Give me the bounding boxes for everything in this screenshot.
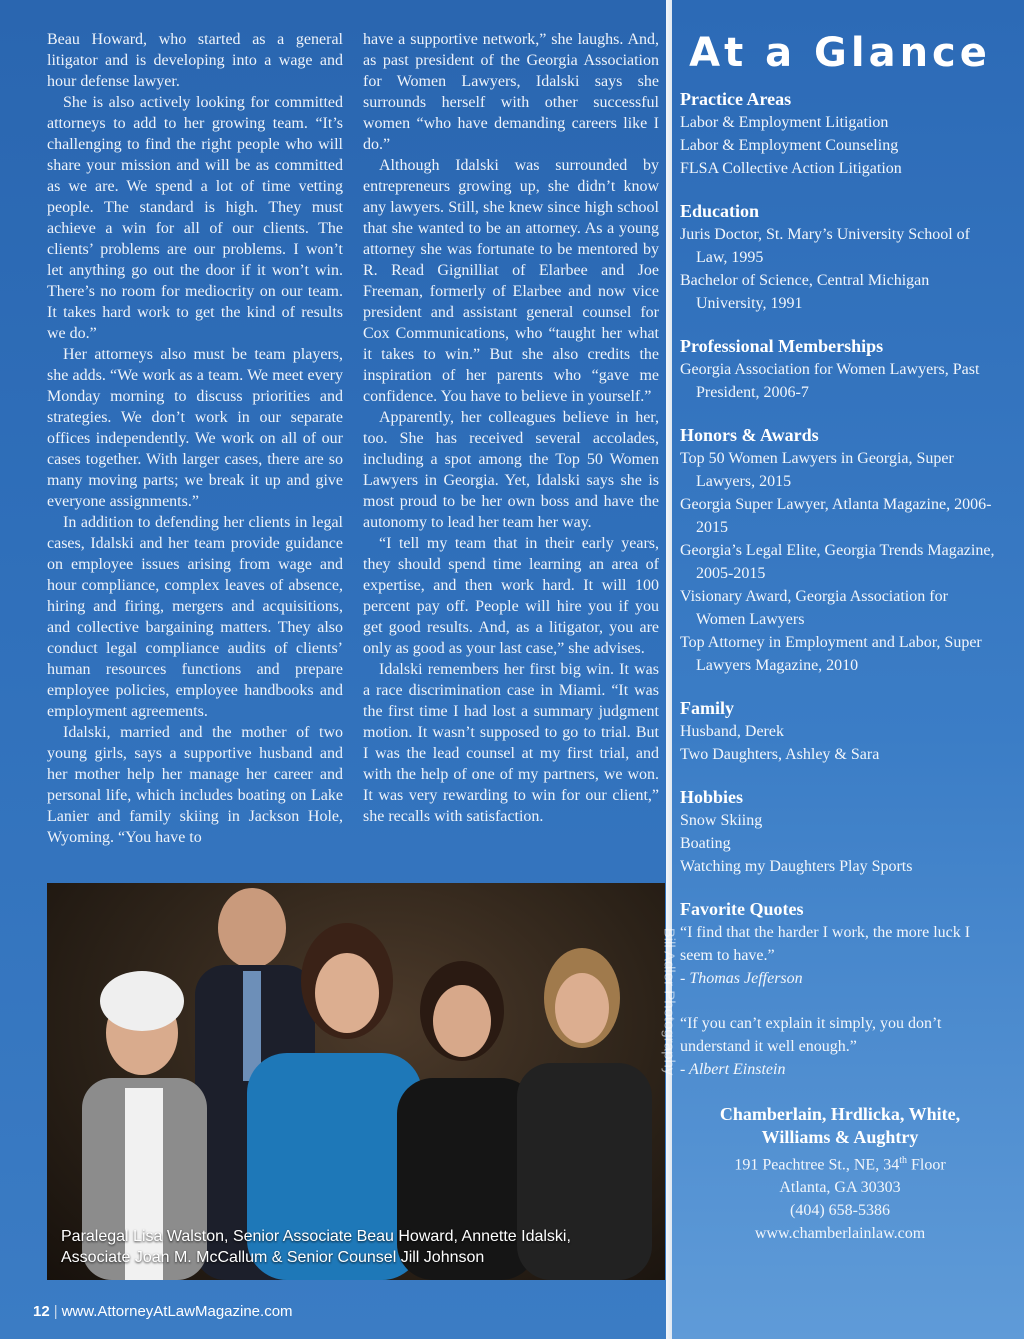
quote-author: - Albert Einstein [680,1061,786,1078]
quote-text: “I find that the harder I work, the more luck I seem to have.” [680,924,971,964]
paragraph: She is also actively looking for committed attorneys to add to her growing team. “It’s challenging to find the right people who will share your mission and will be as committed as we are. We spend a lot of time vetting people. The standard is high. They must achieve a win for all of our clients. The clients’ problems are our problems. I won’t let anything go out the door if it won’t win. There’s no room for mediocrity on our team. It takes hard work to get the kind of results we do.” [47,94,343,342]
hobbies-section [680,786,1000,878]
list-item: Boating [680,835,731,852]
quote-text: “If you can’t explain it simply, you don’t understand it well enough.” [680,1015,942,1055]
honors-section [680,424,1000,677]
magazine-website-link[interactable]: www.AttorneyAtLawMagazine.com [61,1303,293,1320]
list-item: Top 50 Women Lawyers in Georgia, Super Lawyers, 2015 [680,450,954,490]
section-heading: Practice Areas [680,89,792,109]
section-heading: Education [680,201,760,221]
section-heading: Professional Memberships [680,336,884,356]
sidebar-title: At a Glance [689,30,991,76]
section-heading: Favorite Quotes [680,899,804,919]
address-text: Floor [906,1156,946,1174]
paragraph: Her attorneys also must be team players, she adds. “We work as a team. We meet every Monday morning to discuss priorities and strategies. We don’t work in our separate offices independently. We work on all of our cases together. With larger cases, there are so many moving parts; we break it up and give everyone assignments.” [47,346,343,510]
list-item: Visionary Award, Georgia Association for Women Lawyers [680,588,948,628]
section-heading: Family [680,698,734,718]
list-item: Bachelor of Science, Central Michigan University, 1991 [680,272,930,312]
list-item: Labor & Employment Litigation [680,114,889,131]
list-item: Top Attorney in Employment and Labor, Super Lawyers Magazine, 2010 [680,634,982,674]
paragraph: Beau Howard, who started as a general litigator and is developing into a wage and hour defense lawyer. [47,31,343,90]
firm-contact [680,1103,1000,1245]
article-column-left [47,29,343,848]
paragraph: have a supportive network,” she laughs. And, as past president of the Georgia Association for Women Lawyers, Idalski says she surrounds herself with other successful women “who have demanding careers like I do.” [363,31,659,153]
photo-caption [61,1226,651,1268]
memberships-section [680,335,1000,404]
section-heading: Honors & Awards [680,425,819,445]
education-section [680,200,1000,315]
footer-separator: | [53,1303,58,1320]
address-superscript: th [899,1155,907,1166]
paragraph: In addition to defending her clients in legal cases, Idalski and her team provide guidance on employee issues arising from wage and hour compliance, complex leaves of absence, hiring and firing, mergers and acquisitions, and collective bargaining matters. They also conduct legal compliance audits of clients’ human resources functions and prepare employee policies, employee handbooks and employment agreements. [47,514,343,720]
page-footer [33,1303,293,1320]
team-photo-illustration [47,883,665,1280]
list-item: Watching my Daughters Play Sports [680,858,913,875]
list-item: Juris Doctor, St. Mary’s University School of Law, 1995 [680,226,971,266]
quotes-section [680,898,1000,1081]
section-heading: Hobbies [680,787,744,807]
quote-author: - Thomas Jefferson [680,970,803,987]
practice-areas-section [680,88,1000,180]
page-number: 12 [33,1303,50,1320]
paragraph: Idalski, married and the mother of two young girls, says a supportive husband and her mother help her manage her career and personal life, which includes boating on Lake Lanier and family skiing in Jackson Hole, Wyoming. “You have to [47,724,343,846]
firm-name: Williams & Aughtry [761,1127,919,1147]
paragraph: Although Idalski was surrounded by entrepreneurs growing up, she didn’t know any lawyers. Still, she knew since high school that she wanted to be an attorney. As a young attorney she was fortunate to be mentored by R. Read Gignilliat of Elarbee and Joe Freeman, formerly of Elarbee and now vice president and assistant general counsel for Cox Communications, who “taught her what it takes to win.” But she also credits the inspiration of her parents who “gave me confidence. You have to believe in yourself.” [363,157,659,405]
family-section [680,697,1000,766]
list-item: Georgia’s Legal Elite, Georgia Trends Magazine, 2005-2015 [680,542,995,582]
list-item: Georgia Association for Women Lawyers, Past President, 2006-7 [680,361,980,401]
list-item: Husband, Derek [680,723,784,740]
list-item: Georgia Super Lawyer, Atlanta Magazine, 2006-2015 [680,496,992,536]
paragraph: Apparently, her colleagues believe in her, too. She has received several accolades, including a spot among the Top 50 Women Lawyers in Georgia. Yet, Idalski says she is most proud to be her own boss and have the autonomy to lead her team her way. [363,409,659,531]
firm-phone: (404) 658-5386 [790,1202,890,1220]
team-photo [47,883,678,1280]
column-divider [666,0,672,1339]
paragraph: “I tell my team that in their early years, they should spend time learning an area of expertise, and then work hard. It will 100 percent pay off. People will hire you if you get good results. And, as a litigator, you are only as good as your last case,” she advises. [363,535,659,657]
list-item: FLSA Collective Action Litigation [680,160,902,177]
firm-city: Atlanta, GA 30303 [779,1179,901,1197]
at-a-glance-sidebar [680,30,1000,1245]
firm-address [680,1149,1000,1176]
address-text: 191 Peachtree St., NE, 34 [734,1156,900,1174]
article-column-middle [363,29,659,827]
photo-credit: Bill Adler Photography [660,927,678,1076]
caption-line: Paralegal Lisa Walston, Senior Associate Beau Howard, Annette Idalski, [61,1228,571,1245]
firm-website-link[interactable]: www.chamberlainlaw.com [754,1225,926,1243]
caption-line: Associate Joan M. McCallum & Senior Counsel Jill Johnson [61,1249,485,1266]
list-item: Snow Skiing [680,812,763,829]
list-item: Two Daughters, Ashley & Sara [680,746,880,763]
firm-name: Chamberlain, Hrdlicka, White, [719,1104,961,1124]
paragraph: Idalski remembers her first big win. It was a race discrimination case in Miami. “It was the first time I had lost a summary judgment motion. It wasn’t supposed to go to trial. But I was the lead counsel at my first trial, and with the help of one of my partners, we won. It was very rewarding to win for our client,” she recalls with satisfaction. [363,661,659,825]
list-item: Labor & Employment Counseling [680,137,899,154]
